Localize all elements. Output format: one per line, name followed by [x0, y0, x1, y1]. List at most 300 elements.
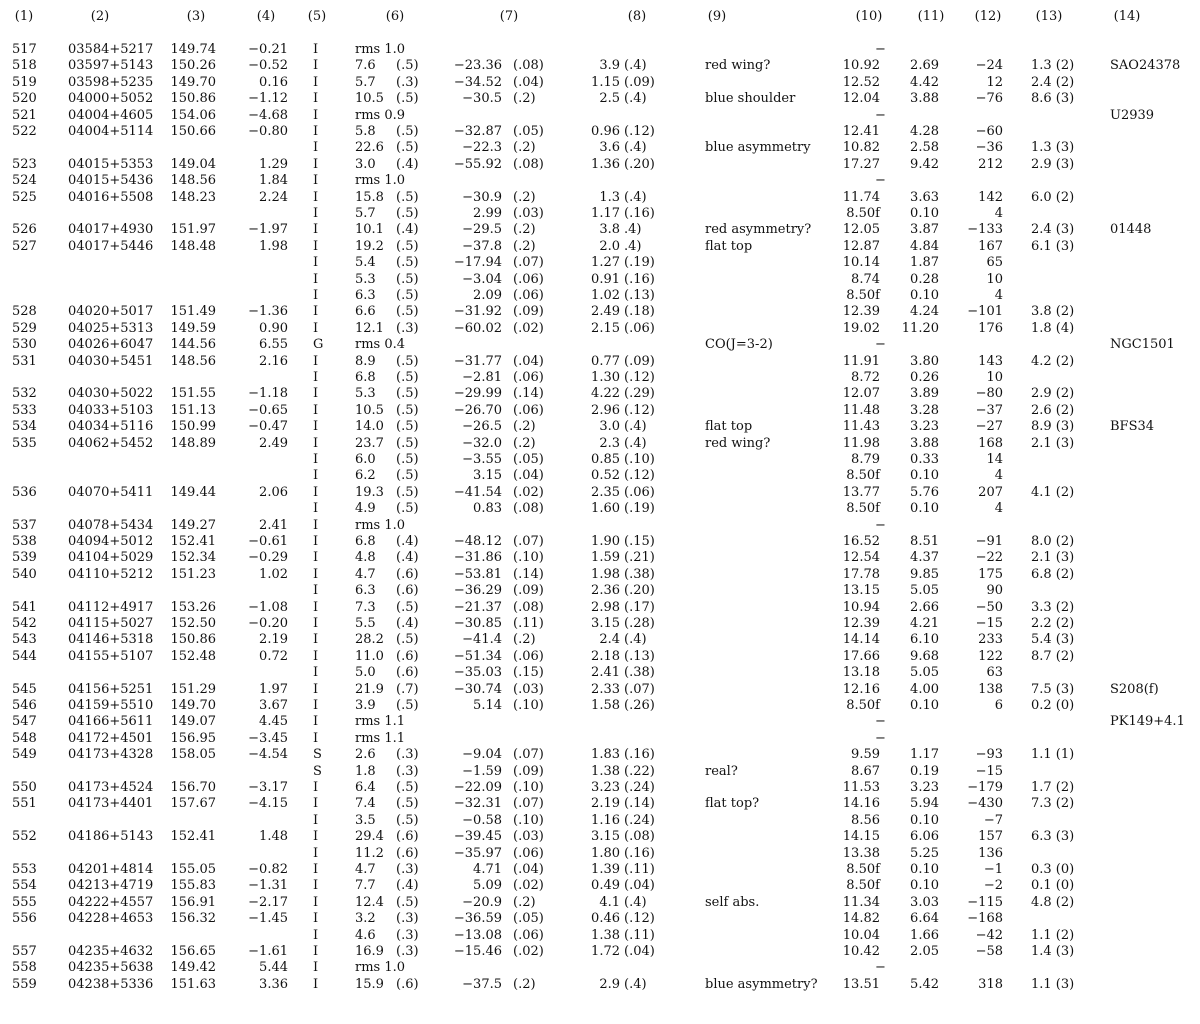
distance-column-11: 1.66: [910, 928, 939, 943]
galactic-latitude: −1.08: [248, 600, 288, 615]
value-column-12: 4: [994, 501, 1003, 516]
peak-intensity-error: (.5): [396, 485, 419, 500]
peak-intensity: 23.7: [355, 436, 384, 451]
source-name: 04015+5353: [68, 157, 154, 172]
distance-column-11: 4.28: [910, 124, 939, 139]
line-width-error: (.16): [624, 272, 655, 287]
distance-column-10: −: [875, 518, 886, 533]
line-width-error: (.38): [624, 665, 655, 680]
line-width-error: (.12): [624, 124, 655, 139]
instrument-flag: I: [313, 518, 319, 533]
instrument-flag: I: [313, 501, 319, 516]
value-column-12: −179: [967, 780, 1003, 795]
value-column-13: 1.7 (2): [1031, 780, 1075, 795]
value-column-13: 1.8 (4): [1031, 321, 1075, 336]
distance-column-10: 10.42: [842, 944, 880, 959]
peak-intensity: 29.4: [355, 829, 384, 844]
peak-intensity-error: (.5): [396, 354, 419, 369]
line-width: 1.38: [591, 764, 620, 779]
instrument-flag: I: [313, 944, 319, 959]
source-name: 04186+5143: [68, 829, 154, 844]
instrument-flag: I: [313, 698, 319, 713]
distance-column-10: 8.50f: [846, 698, 880, 713]
instrument-flag: I: [313, 731, 319, 746]
galactic-longitude: 151.49: [170, 304, 216, 319]
distance-column-10: 17.66: [842, 649, 880, 664]
galactic-latitude: 1.29: [259, 157, 288, 172]
velocity-error: (.2): [513, 91, 536, 106]
row-number: 534: [12, 419, 37, 434]
col-9-header: (9): [707, 9, 727, 24]
velocity-error: (.04): [513, 354, 544, 369]
peak-intensity-error: (.5): [396, 124, 419, 139]
instrument-flag: I: [313, 173, 319, 188]
instrument-flag: I: [313, 91, 319, 106]
peak-intensity: 5.7: [355, 206, 376, 221]
velocity: −22.3: [462, 140, 502, 155]
velocity-error: (.15): [513, 665, 544, 680]
peak-intensity: rms 1.1: [355, 731, 406, 746]
row-number: 558: [12, 960, 37, 975]
instrument-flag: I: [313, 42, 319, 57]
distance-column-10: 8.79: [851, 452, 880, 467]
peak-intensity-error: (.6): [396, 829, 419, 844]
line-width-error: (.04): [624, 878, 655, 893]
source-name: 04146+5318: [68, 632, 154, 647]
galactic-longitude: 149.70: [170, 75, 216, 90]
distance-column-11: 5.76: [910, 485, 939, 500]
distance-column-10: 14.16: [842, 796, 880, 811]
galactic-latitude: −2.17: [248, 895, 288, 910]
line-width-error: (.4): [624, 419, 647, 434]
comment: blue asymmetry?: [705, 977, 818, 992]
peak-intensity: 15.8: [355, 190, 384, 205]
source-name: 04094+5012: [68, 534, 154, 549]
galactic-longitude: 150.99: [170, 419, 216, 434]
peak-intensity-error: (.6): [396, 665, 419, 680]
line-width: 3.8: [599, 222, 620, 237]
source-name: 04020+5017: [68, 304, 154, 319]
row-number: 552: [12, 829, 37, 844]
galactic-longitude: 153.26: [170, 600, 216, 615]
source-name: 04173+4401: [68, 796, 154, 811]
source-name: 04104+5029: [68, 550, 154, 565]
distance-column-11: 1.87: [910, 255, 939, 270]
value-column-12: 167: [978, 239, 1003, 254]
value-column-12: 4: [994, 468, 1003, 483]
line-width: 3.9: [599, 58, 620, 73]
source-name: 04173+4524: [68, 780, 154, 795]
distance-column-10: 14.82: [842, 911, 880, 926]
velocity: −35.03: [453, 665, 502, 680]
line-width: 1.3: [599, 190, 620, 205]
peak-intensity-error: (.6): [396, 583, 419, 598]
velocity-error: (.07): [513, 255, 544, 270]
row-number: 529: [12, 321, 37, 336]
peak-intensity: 12.4: [355, 895, 384, 910]
velocity-error: (.03): [513, 829, 544, 844]
peak-intensity: 6.3: [355, 288, 376, 303]
value-column-12: −2: [983, 878, 1003, 893]
velocity-error: (.14): [513, 386, 544, 401]
peak-intensity-error: (.5): [396, 91, 419, 106]
peak-intensity: 10.5: [355, 403, 384, 418]
instrument-flag: I: [313, 862, 319, 877]
value-column-13: 2.9 (2): [1031, 386, 1075, 401]
peak-intensity-error: (.6): [396, 977, 419, 992]
peak-intensity-error: (.5): [396, 58, 419, 73]
velocity-error: (.07): [513, 534, 544, 549]
row-number: 524: [12, 173, 37, 188]
galactic-longitude: 149.70: [170, 698, 216, 713]
galactic-latitude: −0.47: [248, 419, 288, 434]
value-column-12: −15: [975, 616, 1003, 631]
galactic-latitude: −0.61: [248, 534, 288, 549]
peak-intensity: 19.2: [355, 239, 384, 254]
velocity-error: (.05): [513, 911, 544, 926]
distance-column-10: 11.98: [842, 436, 880, 451]
value-column-13: 1.1 (1): [1031, 747, 1075, 762]
peak-intensity: 6.4: [355, 780, 376, 795]
peak-intensity: 11.2: [355, 846, 384, 861]
velocity: −37.8: [462, 239, 502, 254]
line-width: 2.18: [591, 649, 620, 664]
galactic-latitude: 2.06: [259, 485, 288, 500]
source-name: 04155+5107: [68, 649, 154, 664]
velocity: −48.12: [453, 534, 502, 549]
velocity: −3.04: [462, 272, 502, 287]
source-name: 03598+5235: [68, 75, 154, 90]
velocity: −30.9: [462, 190, 502, 205]
galactic-latitude: 1.97: [259, 682, 288, 697]
instrument-flag: I: [313, 780, 319, 795]
value-column-13: 7.3 (2): [1031, 796, 1075, 811]
value-column-12: 65: [986, 255, 1003, 270]
galactic-latitude: 0.90: [259, 321, 288, 336]
line-width-error: (.12): [624, 370, 655, 385]
value-column-13: 4.1 (2): [1031, 485, 1075, 500]
peak-intensity: 10.5: [355, 91, 384, 106]
velocity-error: (.2): [513, 977, 536, 992]
line-width-error: (.09): [624, 354, 655, 369]
instrument-flag: I: [313, 714, 319, 729]
source-name: 04172+4501: [68, 731, 154, 746]
row-number: 556: [12, 911, 37, 926]
line-width: 1.80: [591, 846, 620, 861]
velocity: −31.77: [453, 354, 502, 369]
galactic-longitude: 152.48: [170, 649, 216, 664]
distance-column-11: 6.10: [910, 632, 939, 647]
source-name: 04235+5638: [68, 960, 154, 975]
distance-column-11: 9.42: [910, 157, 939, 172]
line-width-error: (.12): [624, 403, 655, 418]
row-number: 550: [12, 780, 37, 795]
instrument-flag: I: [313, 796, 319, 811]
line-width: 3.23: [591, 780, 620, 795]
peak-intensity-error: (.5): [396, 632, 419, 647]
row-number: 545: [12, 682, 37, 697]
line-width-error: (.4): [624, 190, 647, 205]
source-name: 03597+5143: [68, 58, 154, 73]
value-column-12: −22: [975, 550, 1003, 565]
peak-intensity: 6.0: [355, 452, 376, 467]
value-column-12: 10: [986, 370, 1003, 385]
galactic-longitude: 156.70: [170, 780, 216, 795]
instrument-flag: I: [313, 977, 319, 992]
galactic-longitude: 154.06: [170, 108, 216, 123]
comment: blue shoulder: [705, 91, 796, 106]
peak-intensity-error: (.5): [396, 206, 419, 221]
line-width-error: (.28): [624, 616, 655, 631]
galactic-latitude: 3.67: [259, 698, 288, 713]
distance-column-10: 9.59: [851, 747, 880, 762]
peak-intensity: 3.2: [355, 911, 376, 926]
distance-column-11: 0.10: [910, 206, 939, 221]
source-name: 04070+5411: [68, 485, 154, 500]
galactic-latitude: −0.21: [248, 42, 288, 57]
comment: CO(J=3-2): [705, 337, 773, 352]
col-12-header: (12): [974, 9, 1002, 24]
distance-column-10: 8.67: [851, 764, 880, 779]
distance-column-11: 1.17: [910, 747, 939, 762]
row-number: 535: [12, 436, 37, 451]
velocity: −1.59: [462, 764, 502, 779]
peak-intensity: 6.8: [355, 534, 376, 549]
row-number: 522: [12, 124, 37, 139]
peak-intensity: 4.7: [355, 862, 376, 877]
peak-intensity: 6.2: [355, 468, 376, 483]
distance-column-10: 17.27: [842, 157, 880, 172]
peak-intensity: 7.7: [355, 878, 376, 893]
value-column-12: −101: [967, 304, 1003, 319]
peak-intensity: rms 1.0: [355, 173, 406, 188]
row-number: 548: [12, 731, 37, 746]
galactic-latitude: 1.48: [259, 829, 288, 844]
line-width-error: (.13): [624, 288, 655, 303]
velocity-error: (.09): [513, 304, 544, 319]
value-column-12: −58: [975, 944, 1003, 959]
distance-column-10: 11.91: [842, 354, 880, 369]
instrument-flag: I: [313, 206, 319, 221]
galactic-longitude: 149.07: [170, 714, 216, 729]
galactic-latitude: −4.15: [248, 796, 288, 811]
velocity-error: (.04): [513, 468, 544, 483]
value-column-12: −7: [983, 813, 1003, 828]
distance-column-10: 12.07: [842, 386, 880, 401]
instrument-flag: I: [313, 616, 319, 631]
line-width: 1.27: [591, 255, 620, 270]
velocity: −26.70: [453, 403, 502, 418]
distance-column-10: 12.39: [842, 304, 880, 319]
instrument-flag: I: [313, 239, 319, 254]
source-name: 04017+4930: [68, 222, 154, 237]
galactic-longitude: 149.59: [170, 321, 216, 336]
galactic-latitude: 1.98: [259, 239, 288, 254]
galactic-longitude: 151.13: [170, 403, 216, 418]
galactic-longitude: 152.34: [170, 550, 216, 565]
row-number: 538: [12, 534, 37, 549]
peak-intensity: rms 0.4: [355, 337, 406, 352]
peak-intensity: rms 0.9: [355, 108, 406, 123]
line-width: 2.35: [591, 485, 620, 500]
value-column-13: 2.2 (2): [1031, 616, 1075, 631]
peak-intensity: 1.8: [355, 764, 376, 779]
galactic-longitude: 157.67: [170, 796, 216, 811]
distance-column-10: 8.56: [851, 813, 880, 828]
comment: red wing?: [705, 436, 771, 451]
velocity: −51.34: [453, 649, 502, 664]
galactic-latitude: 0.72: [259, 649, 288, 664]
instrument-flag: I: [313, 829, 319, 844]
source-name: 04017+5446: [68, 239, 154, 254]
distance-column-10: 13.38: [842, 846, 880, 861]
velocity-error: (.10): [513, 698, 544, 713]
value-column-12: 318: [978, 977, 1003, 992]
line-width-error: (.16): [624, 206, 655, 221]
velocity-error: (.10): [513, 780, 544, 795]
instrument-flag: I: [313, 468, 319, 483]
row-number: 517: [12, 42, 37, 57]
comment: flat top?: [705, 796, 760, 811]
galactic-latitude: −1.97: [248, 222, 288, 237]
line-width: 0.91: [591, 272, 620, 287]
value-column-12: −42: [975, 928, 1003, 943]
line-width-error: (.14): [624, 796, 655, 811]
line-width: 3.6: [599, 140, 620, 155]
line-width-error: (.06): [624, 485, 655, 500]
source-name: 04222+4557: [68, 895, 154, 910]
distance-column-11: 2.05: [910, 944, 939, 959]
peak-intensity: 3.0: [355, 157, 376, 172]
line-width-error: .4): [624, 222, 642, 237]
instrument-flag: I: [313, 911, 319, 926]
value-column-13: 0.1 (0): [1031, 878, 1075, 893]
distance-column-11: 4.24: [910, 304, 939, 319]
line-width-error: (.11): [624, 862, 655, 877]
instrument-flag: I: [313, 846, 319, 861]
identification: 01448: [1110, 222, 1152, 237]
distance-column-11: 0.10: [910, 698, 939, 713]
identification: NGC1501: [1110, 337, 1175, 352]
peak-intensity: 2.6: [355, 747, 376, 762]
line-width: 1.72: [591, 944, 620, 959]
col-4-header: (4): [256, 9, 276, 24]
value-column-12: 176: [978, 321, 1003, 336]
peak-intensity: 4.7: [355, 567, 376, 582]
line-width-error: (.19): [624, 255, 655, 270]
line-width: 0.46: [591, 911, 620, 926]
distance-column-10: 14.14: [842, 632, 880, 647]
galactic-longitude: 150.86: [170, 91, 216, 106]
galactic-longitude: 155.05: [170, 862, 216, 877]
line-width-error: (.08): [624, 829, 655, 844]
distance-column-10: 8.50f: [846, 468, 880, 483]
value-column-12: 4: [994, 206, 1003, 221]
velocity: −60.02: [453, 321, 502, 336]
velocity-error: (.2): [513, 895, 536, 910]
line-width: 2.98: [591, 600, 620, 615]
value-column-13: 3.8 (2): [1031, 304, 1075, 319]
velocity-error: (.07): [513, 796, 544, 811]
value-column-12: 168: [978, 436, 1003, 451]
value-column-12: 63: [986, 665, 1003, 680]
comment: blue asymmetry: [705, 140, 811, 155]
line-width: 2.15: [591, 321, 620, 336]
value-column-13: 2.4 (3): [1031, 222, 1075, 237]
distance-column-11: 3.88: [910, 436, 939, 451]
galactic-latitude: 2.16: [259, 354, 288, 369]
galactic-latitude: −0.82: [248, 862, 288, 877]
distance-column-10: 12.54: [842, 550, 880, 565]
galactic-latitude: −1.61: [248, 944, 288, 959]
galactic-longitude: 148.23: [170, 190, 216, 205]
instrument-flag: I: [313, 928, 319, 943]
peak-intensity-error: (.3): [396, 764, 419, 779]
instrument-flag: I: [313, 140, 319, 155]
value-column-13: 1.1 (2): [1031, 928, 1075, 943]
peak-intensity: 14.0: [355, 419, 384, 434]
distance-column-10: 13.51: [842, 977, 880, 992]
line-width: 0.96: [591, 124, 620, 139]
peak-intensity-error: (.5): [396, 895, 419, 910]
line-width: 1.38: [591, 928, 620, 943]
instrument-flag: I: [313, 222, 319, 237]
value-column-13: 0.2 (0): [1031, 698, 1075, 713]
galactic-longitude: 144.56: [170, 337, 216, 352]
peak-intensity: 15.9: [355, 977, 384, 992]
distance-column-10: 11.53: [842, 780, 880, 795]
peak-intensity: 5.4: [355, 255, 376, 270]
peak-intensity-error: (.5): [396, 813, 419, 828]
source-name: 03584+5217: [68, 42, 154, 57]
value-column-12: −91: [975, 534, 1003, 549]
distance-column-10: 8.50f: [846, 501, 880, 516]
velocity: 2.09: [473, 288, 502, 303]
peak-intensity: 21.9: [355, 682, 384, 697]
col-1-header: (1): [14, 9, 34, 24]
peak-intensity-error: (.3): [396, 321, 419, 336]
row-number: 549: [12, 747, 37, 762]
velocity-error: (.06): [513, 272, 544, 287]
velocity: −41.54: [453, 485, 502, 500]
distance-column-10: −: [875, 960, 886, 975]
velocity-error: (.02): [513, 944, 544, 959]
instrument-flag: I: [313, 600, 319, 615]
identification: PK149+4.1: [1110, 714, 1185, 729]
value-column-12: −76: [975, 91, 1003, 106]
row-number: 540: [12, 567, 37, 582]
velocity: −13.08: [453, 928, 502, 943]
velocity-error: (.06): [513, 649, 544, 664]
row-number: 519: [12, 75, 37, 90]
peak-intensity: 5.0: [355, 665, 376, 680]
line-width-error: (.10): [624, 452, 655, 467]
galactic-latitude: −1.36: [248, 304, 288, 319]
value-column-13: 2.4 (2): [1031, 75, 1075, 90]
distance-column-11: 3.23: [910, 780, 939, 795]
peak-intensity: 3.9: [355, 698, 376, 713]
value-column-12: 6: [994, 698, 1003, 713]
value-column-13: 8.9 (3): [1031, 419, 1075, 434]
galactic-latitude: −1.31: [248, 878, 288, 893]
distance-column-10: 12.52: [842, 75, 880, 90]
galactic-longitude: 150.26: [170, 58, 216, 73]
galactic-latitude: −0.29: [248, 550, 288, 565]
peak-intensity-error: (.5): [396, 272, 419, 287]
value-column-12: 10: [986, 272, 1003, 287]
velocity: −30.85: [453, 616, 502, 631]
velocity-error: (.2): [513, 419, 536, 434]
